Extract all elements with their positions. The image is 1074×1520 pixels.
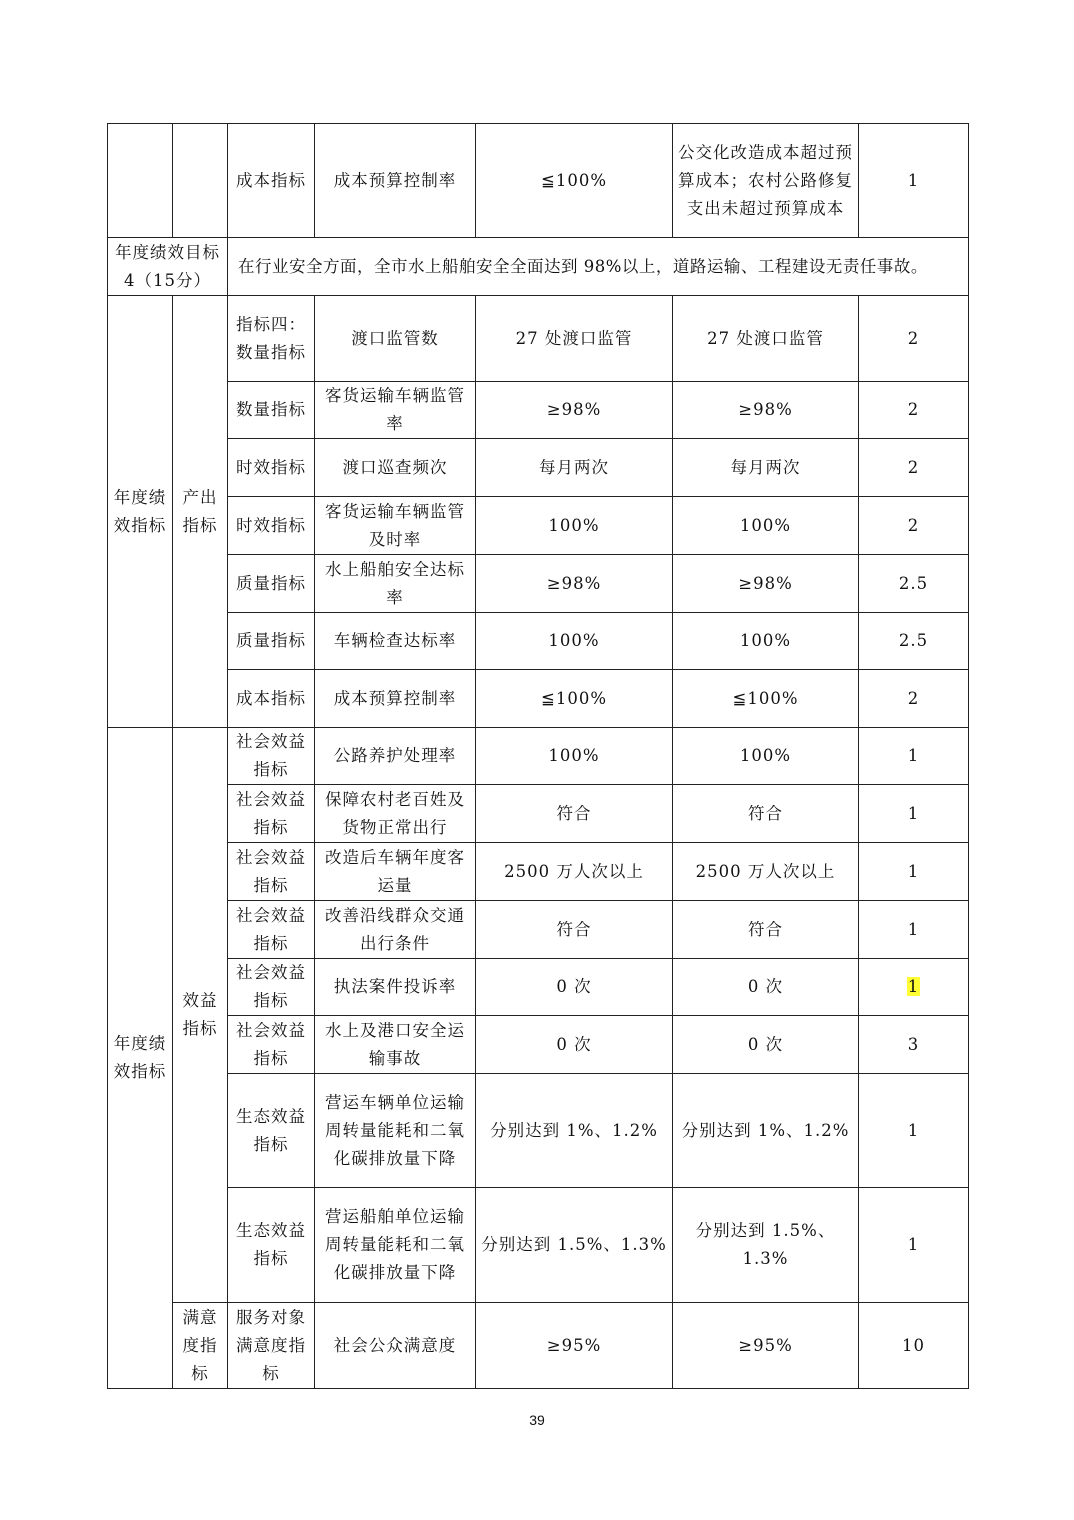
indicator-name: 客货运输车辆监管及时率 <box>315 497 476 555</box>
indicator-name: 营运车辆单位运输周转量能耗和二氧化碳排放量下降 <box>315 1074 476 1188</box>
goal-label: 年度绩效目标4（15分） <box>108 238 228 296</box>
score: 2 <box>859 296 969 382</box>
target-value: 分别达到 1%、1.2% <box>476 1074 673 1188</box>
target-value: 0 次 <box>476 959 673 1016</box>
actual-value: 100% <box>673 728 859 785</box>
indicator-name: 营运船舶单位运输周转量能耗和二氧化碳排放量下降 <box>315 1188 476 1303</box>
subcategory-label: 满意度指标 <box>173 1303 228 1389</box>
actual-value: 100% <box>673 497 859 555</box>
target-value: 100% <box>476 613 673 670</box>
sub-indicator: 社会效益指标 <box>228 728 315 785</box>
score <box>859 959 969 1016</box>
table-row <box>108 439 969 497</box>
score: 2 <box>859 670 969 728</box>
sub-indicator: 质量指标 <box>228 555 315 613</box>
target-value: 符合 <box>476 785 673 843</box>
target-value: 分别达到 1.5%、1.3% <box>476 1188 673 1303</box>
sub-indicator: 质量指标 <box>228 613 315 670</box>
sub-indicator: 社会效益指标 <box>228 959 315 1016</box>
indicator-name: 改造后车辆年度客运量 <box>315 843 476 901</box>
actual-value: 符合 <box>673 901 859 959</box>
indicator-name: 成本预算控制率 <box>315 670 476 728</box>
target-value: ≦100% <box>476 670 673 728</box>
score: 1 <box>859 124 969 238</box>
empty-cell <box>173 124 228 238</box>
sub-indicator: 数量指标 <box>228 382 315 439</box>
actual-value: 2500 万人次以上 <box>673 843 859 901</box>
goal-row <box>108 238 969 296</box>
score: 3 <box>859 1016 969 1074</box>
sub-indicator: 生态效益指标 <box>228 1188 315 1303</box>
sub-indicator: 成本指标 <box>228 670 315 728</box>
performance-indicator-table <box>107 123 969 1389</box>
actual-value: ≦100% <box>673 670 859 728</box>
target-value: 符合 <box>476 901 673 959</box>
actual-value: ≥98% <box>673 555 859 613</box>
score: 1 <box>859 901 969 959</box>
goal-text: 在行业安全方面，全市水上船舶安全全面达到 98%以上，道路运输、工程建设无责任事故。 <box>228 238 969 296</box>
indicator-name: 改善沿线群众交通出行条件 <box>315 901 476 959</box>
score: 2.5 <box>859 555 969 613</box>
indicator-name: 保障农村老百姓及货物正常出行 <box>315 785 476 843</box>
indicator-name: 车辆检查达标率 <box>315 613 476 670</box>
table-row <box>108 1016 969 1074</box>
actual-value: 0 次 <box>673 1016 859 1074</box>
score: 1 <box>859 728 969 785</box>
sub-indicator: 时效指标 <box>228 497 315 555</box>
subcategory-label: 产出指标 <box>173 296 228 728</box>
score: 1 <box>859 1074 969 1188</box>
sub-indicator: 时效指标 <box>228 439 315 497</box>
target-value: 27 处渡口监管 <box>476 296 673 382</box>
target-value: ≥98% <box>476 382 673 439</box>
indicator-name: 渡口监管数 <box>315 296 476 382</box>
table-row <box>108 670 969 728</box>
indicator-name: 水上船舶安全达标率 <box>315 555 476 613</box>
actual-value: 符合 <box>673 785 859 843</box>
indicator-name: 社会公众满意度 <box>315 1303 476 1389</box>
target-value: ≥95% <box>476 1303 673 1389</box>
score: 2 <box>859 439 969 497</box>
table-row <box>108 613 969 670</box>
target-value: ≥98% <box>476 555 673 613</box>
indicator-name: 执法案件投诉率 <box>315 959 476 1016</box>
score: 2 <box>859 382 969 439</box>
actual-value: ≥98% <box>673 382 859 439</box>
indicator-name: 水上及港口安全运输事故 <box>315 1016 476 1074</box>
table-row <box>108 497 969 555</box>
table-row <box>108 901 969 959</box>
indicator-name: 渡口巡查频次 <box>315 439 476 497</box>
target-value: 每月两次 <box>476 439 673 497</box>
table-row <box>108 555 969 613</box>
actual-value: 每月两次 <box>673 439 859 497</box>
score: 1 <box>859 843 969 901</box>
actual-value: 分别达到 1.5%、1.3% <box>673 1188 859 1303</box>
target-value: ≦100% <box>476 124 673 238</box>
sub-indicator: 成本指标 <box>228 124 315 238</box>
score: 10 <box>859 1303 969 1389</box>
actual-value: ≥95% <box>673 1303 859 1389</box>
highlighted-score: 1 <box>907 977 920 996</box>
actual-value: 100% <box>673 613 859 670</box>
table-row <box>108 728 969 785</box>
table-row <box>108 296 969 382</box>
sub-indicator: 服务对象满意度指标 <box>228 1303 315 1389</box>
sub-indicator: 社会效益指标 <box>228 843 315 901</box>
category-label: 年度绩效指标 <box>108 728 173 1389</box>
sub-indicator: 社会效益指标 <box>228 901 315 959</box>
target-value: 100% <box>476 497 673 555</box>
table-row <box>108 1303 969 1389</box>
score: 1 <box>859 1188 969 1303</box>
indicator-name: 成本预算控制率 <box>315 124 476 238</box>
sub-indicator: 指标四：数量指标 <box>228 296 315 382</box>
indicator-name: 公路养护处理率 <box>315 728 476 785</box>
score: 2 <box>859 497 969 555</box>
actual-value: 公交化改造成本超过预算成本；农村公路修复支出未超过预算成本 <box>673 124 859 238</box>
table-row <box>108 843 969 901</box>
table-row <box>108 959 969 1016</box>
score: 1 <box>859 785 969 843</box>
table-row <box>108 1188 969 1303</box>
table-row <box>108 1074 969 1188</box>
actual-value: 27 处渡口监管 <box>673 296 859 382</box>
score: 2.5 <box>859 613 969 670</box>
subcategory-label: 效益指标 <box>173 728 228 1303</box>
indicator-name: 客货运输车辆监管率 <box>315 382 476 439</box>
actual-value: 分别达到 1%、1.2% <box>673 1074 859 1188</box>
page-number: 39 <box>529 1412 545 1428</box>
sub-indicator: 生态效益指标 <box>228 1074 315 1188</box>
target-value: 2500 万人次以上 <box>476 843 673 901</box>
category-label: 年度绩效指标 <box>108 296 173 728</box>
sub-indicator: 社会效益指标 <box>228 785 315 843</box>
empty-cell <box>108 124 173 238</box>
actual-value: 0 次 <box>673 959 859 1016</box>
target-value: 0 次 <box>476 1016 673 1074</box>
table-row <box>108 124 969 238</box>
target-value: 100% <box>476 728 673 785</box>
table-row <box>108 785 969 843</box>
table-row <box>108 382 969 439</box>
sub-indicator: 社会效益指标 <box>228 1016 315 1074</box>
